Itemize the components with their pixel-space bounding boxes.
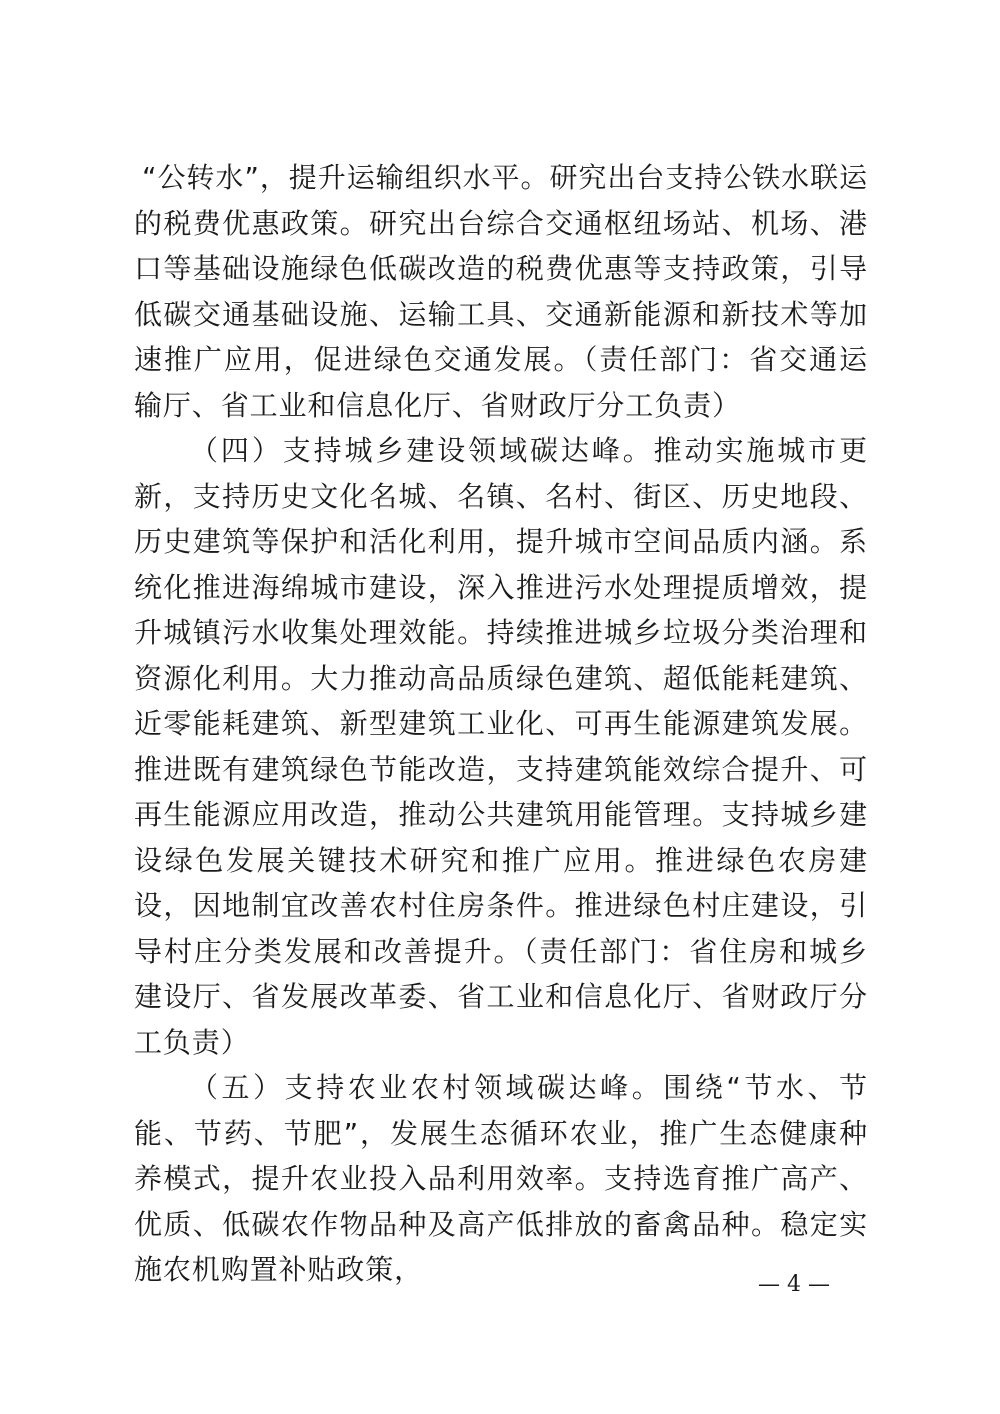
document-body (134, 155, 868, 1293)
page-number: — 4 — (758, 1272, 830, 1297)
paragraph-agriculture: （五）支持农业农村领域碳达峰。围绕“节水、节能、节药、节肥”，发展生态循环农业，推广生态健康种养模式，提升农业投入品利用效率。支持选育推广高产、优质、低碳农作物品种及高产低排放的畜禽品种。稳定实施农机购置补贴政策， (134, 1071, 868, 1286)
paragraph-transport: “公转水”，提升运输组织水平。研究出台支持公铁水联运的税费优惠政策。研究出台综合交通枢纽场站、机场、港口等基础设施绿色低碳改造的税费优惠等支持政策，引导低碳交通基础设施、运输工具、交通新能源和新技术等加速推广应用，促进绿色交通发展。（责任部门：省交通运输厅、省工业和信息化厅、省财政厅分工负责） (134, 161, 868, 422)
paragraph-urban-rural-construction: （四）支持城乡建设领域碳达峰。推动实施城市更新，支持历史文化名城、名镇、名村、街区、历史地段、历史建筑等保护和活化利用，提升城市空间品质内涵。系统化推进海绵城市建设，深入推进污水处理提质增效，提升城镇污水收集处理效能。持续推进城乡垃圾分类治理和资源化利用。大力推动高品质绿色建筑、超低能耗建筑、近零能耗建筑、新型建筑工业化、可再生能源建筑发展。推进既有建筑绿色节能改造，支持建筑能效综合提升、可再生能源应用改造，推动公共建筑用能管理。支持城乡建设绿色发展关键技术研究和推广应用。推进绿色农房建设，因地制宜改善农村住房条件。推进绿色村庄建设，引导村庄分类发展和改善提升。（责任部门：省住房和城乡建设厅、省发展改革委、省工业和信息化厅、省财政厅分工负责） (134, 434, 868, 1059)
